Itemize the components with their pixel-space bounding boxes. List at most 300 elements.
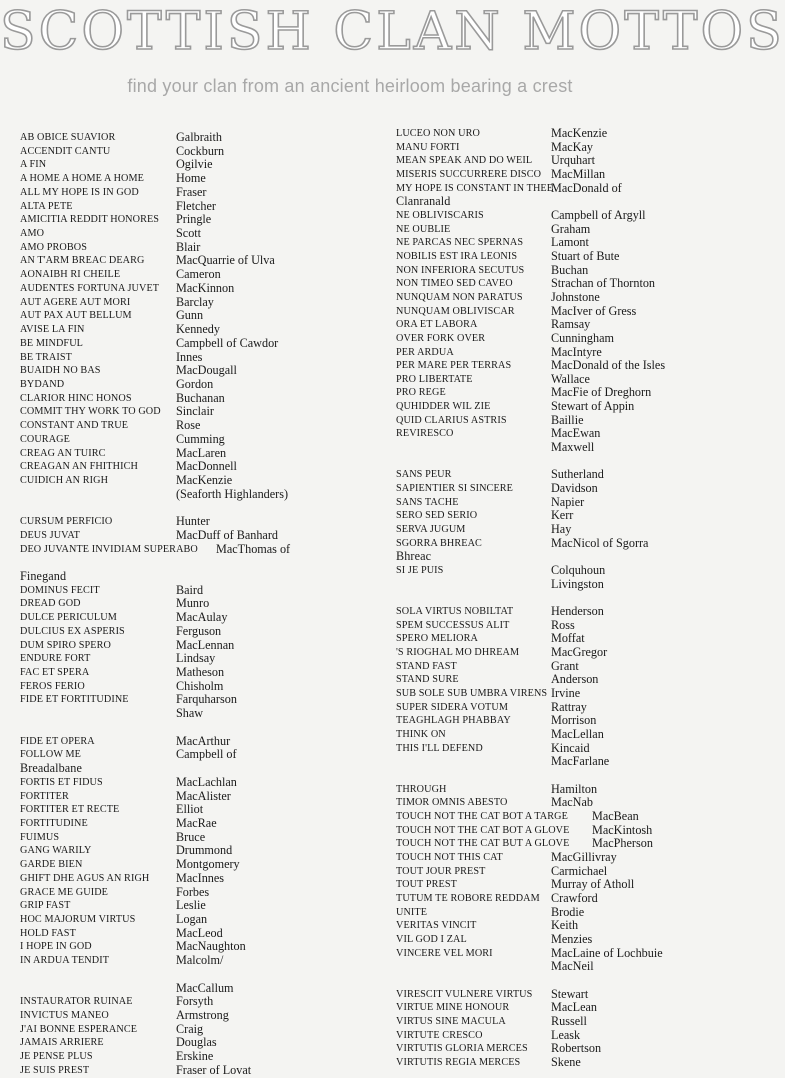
motto-text: CUIDICH AN RIGH [20, 474, 109, 486]
motto-row [396, 277, 696, 291]
motto-row [396, 810, 696, 824]
clan-name: Baird [176, 582, 204, 597]
motto-text: AUT AGERE AUT MORI [20, 296, 131, 308]
motto-text: INVICTUS MANEO [20, 1010, 109, 1021]
right-motto-column [396, 127, 696, 1070]
clan-name: MacIntyre [551, 344, 602, 359]
motto-row [396, 1029, 696, 1043]
motto-row [20, 131, 365, 145]
motto-row [396, 605, 696, 619]
clan-name: MacLachlan [176, 774, 237, 789]
motto-row [20, 913, 365, 927]
clan-name: Gordon [176, 376, 214, 391]
motto-row [396, 318, 696, 332]
clan-name: Armstrong [176, 1008, 229, 1022]
clan-name: MacMillan [551, 166, 606, 181]
motto-text: GANG WARILY [20, 845, 92, 857]
motto-text: COMMIT THY WORK TO GOD [20, 406, 161, 418]
motto-row [396, 851, 696, 865]
motto-row [396, 209, 696, 223]
motto-row [20, 735, 365, 749]
clan-name: MacQuarrie of Ulva [176, 253, 275, 268]
clan-name: MacFarlane [551, 754, 610, 769]
motto-row [396, 755, 696, 769]
motto-row [20, 597, 365, 611]
motto-text: TOUCH NOT THE CAT BOT A TARGE [396, 811, 568, 822]
motto-row [20, 392, 365, 406]
clan-name: MacArthur [176, 733, 231, 748]
motto-text: SOLA VIRTUS NOBILTAT [396, 606, 514, 618]
motto-text: Finegand [20, 569, 67, 583]
motto-text: NON TIMEO SED CAVEO [396, 278, 513, 290]
motto-text: SANS PEUR [396, 469, 452, 481]
clan-name: Pringle [176, 212, 212, 227]
clan-name: MacAlister [176, 788, 231, 803]
clan-name: Brodie [551, 904, 585, 919]
motto-row [20, 241, 365, 255]
clan-name: Urquhart [551, 153, 595, 168]
motto-text: NUNQUAM NON PARATUS [396, 291, 523, 303]
motto-text: FIDE ET OPERA [20, 735, 95, 747]
clan-name: Erskine [176, 1049, 214, 1064]
motto-text: CLARIOR HINC HONOS [20, 392, 132, 404]
motto-row [396, 687, 696, 701]
clan-name: Keith [551, 918, 579, 933]
motto-row [396, 824, 696, 838]
clan-name: Lamont [551, 235, 589, 250]
motto-text: MANU FORTI [396, 141, 460, 153]
motto-text: SGORRA BHREAC [396, 537, 482, 549]
motto-row [396, 619, 696, 633]
motto-row [396, 496, 696, 510]
clan-name: Ramsay [551, 317, 591, 332]
motto-text: THINK ON [396, 729, 446, 740]
motto-row [396, 441, 696, 455]
motto-text: 'S RIOGHAL MO DHREAM [396, 647, 520, 659]
motto-row [396, 400, 696, 414]
clan-name: Campbell of Cawdor [176, 335, 279, 350]
motto-row [20, 707, 365, 721]
motto-row [396, 878, 696, 892]
motto-row [20, 611, 365, 625]
motto-text: FUIMUS [20, 831, 60, 843]
clan-name: MacIver of Gress [551, 303, 637, 318]
motto-text: OVER FORK OVER [396, 332, 486, 344]
clan-name: Farquharson [176, 692, 237, 707]
motto-row [20, 693, 365, 707]
motto-row [396, 264, 696, 278]
motto-text: ACCENDIT CANTU [20, 145, 111, 157]
motto-text: AMO [20, 228, 45, 240]
page-subtitle: find your clan from an ancient heirloom bearing a crest [127, 76, 573, 96]
motto-text: SI JE PUIS [396, 565, 444, 577]
motto-text: FEROS FERIO [20, 680, 85, 692]
clan-name: Robertson [551, 1041, 602, 1056]
motto-row [396, 783, 696, 797]
clan-name: Russell [551, 1013, 587, 1028]
motto-row [396, 632, 696, 646]
motto-text: DEUS JUVAT [20, 529, 80, 541]
clan-name: Ogilvie [176, 157, 213, 172]
motto-row [20, 762, 365, 776]
motto-row [20, 543, 365, 557]
motto-text: Breadalbane [20, 761, 83, 776]
motto-text: FOLLOW ME [20, 749, 81, 761]
motto-text: FORTIS ET FIDUS [20, 776, 103, 788]
motto-row [396, 332, 696, 346]
clan-name: MacThomas of [216, 541, 291, 556]
motto-text: CREAG AN TUIRC [20, 447, 106, 459]
clan-name: Forsyth [176, 994, 214, 1009]
clan-name: MacKinnon [176, 280, 235, 295]
motto-text: GRIP FAST [20, 900, 71, 912]
clan-name: Hay [551, 522, 572, 537]
clan-name: MacFie of Dreghorn [551, 385, 652, 400]
clan-name: Lindsay [176, 651, 216, 666]
clan-name: MacPherson [592, 836, 653, 851]
motto-text: NON INFERIORA SECUTUS [396, 264, 525, 276]
clan-name: Munro [176, 596, 210, 611]
motto-row [20, 419, 365, 433]
motto-row [20, 1050, 365, 1064]
motto-row [396, 427, 696, 441]
motto-text: STAND SURE [396, 674, 459, 686]
clan-name: MacKintosh [592, 822, 653, 837]
motto-row [396, 742, 696, 756]
motto-row [20, 803, 365, 817]
row-spacer [20, 556, 365, 570]
clan-name: Carmichael [551, 863, 608, 878]
clan-name: MacGillivray [551, 849, 617, 864]
motto-text: AUDENTES FORTUNA JUVET [20, 282, 160, 294]
clan-name: Maxwell [551, 440, 595, 455]
motto-text: THROUGH [396, 783, 447, 795]
motto-text: SAPIENTIER SI SINCERE [396, 483, 513, 495]
motto-row [396, 414, 696, 428]
motto-row [20, 213, 365, 227]
motto-row [20, 296, 365, 310]
clan-name: MacCallum [176, 980, 234, 995]
motto-text: DOMINUS FECIT [20, 584, 100, 596]
motto-row [20, 378, 365, 392]
clan-name: Morrison [551, 713, 597, 728]
clan-name: MacNab [551, 795, 593, 810]
motto-text: CURSUM PERFICIO [20, 516, 113, 528]
clan-name: MacKenzie [551, 126, 608, 140]
motto-text: BE TRAIST [20, 351, 72, 363]
motto-row [20, 584, 365, 598]
clan-name: MacLean [551, 1000, 598, 1015]
motto-text: GARDE BIEN [20, 859, 83, 871]
motto-row [396, 523, 696, 537]
motto-row [396, 988, 696, 1002]
motto-text: COURAGE [20, 433, 70, 445]
motto-text: JE SUIS PREST [20, 1064, 90, 1076]
clan-name: (Seaforth Highlanders) [176, 486, 289, 501]
motto-text: DEO JUVANTE INVIDIAM SUPERABO [20, 543, 198, 555]
clan-name: Strachan of Thornton [551, 276, 656, 291]
motto-text: BE MINDFUL [20, 337, 83, 349]
motto-row [396, 291, 696, 305]
motto-row [396, 1001, 696, 1015]
clan-name: Graham [551, 221, 591, 236]
clan-name: Wallace [551, 371, 590, 386]
clan-name: Henderson [551, 604, 604, 619]
clan-name: Fraser [176, 184, 207, 199]
motto-row [396, 701, 696, 715]
motto-row [396, 892, 696, 906]
motto-row [20, 309, 365, 323]
clan-name: Campbell of [176, 747, 237, 762]
motto-row [396, 182, 696, 196]
motto-row [20, 954, 365, 968]
motto-row [20, 474, 365, 488]
motto-row [20, 886, 365, 900]
clan-name: Napier [551, 494, 585, 509]
motto-text: TOUCH NOT THIS CAT [396, 851, 503, 863]
motto-text: VIL GOD I ZAL [396, 933, 467, 945]
motto-row [20, 570, 365, 584]
motto-row [20, 227, 365, 241]
row-spacer [396, 591, 696, 605]
motto-row [20, 172, 365, 186]
clan-name: MacLennan [176, 637, 235, 652]
motto-text: QUHIDDER WIL ZIE [396, 401, 491, 413]
clan-name: MacDougall [176, 363, 237, 378]
motto-row [396, 305, 696, 319]
clan-name: Stewart [551, 986, 589, 1001]
clan-name: Forbes [176, 884, 210, 899]
motto-row [396, 250, 696, 264]
motto-text: TIMOR OMNIS ABESTO [396, 797, 508, 809]
clan-name: Galbraith [176, 130, 223, 144]
clan-name: MacRae [176, 815, 217, 830]
motto-row [396, 141, 696, 155]
motto-row [20, 200, 365, 214]
motto-row [396, 468, 696, 482]
motto-text: NUNQUAM OBLIVISCAR [396, 305, 515, 317]
motto-row [396, 509, 696, 523]
motto-text: TOUCH NOT THE CAT BOT A GLOVE [396, 824, 570, 836]
motto-text: AONAIBH RI CHEILE [20, 269, 121, 281]
clan-name: MacLaren [176, 445, 227, 460]
motto-row [20, 1064, 365, 1078]
row-spacer [396, 455, 696, 469]
motto-row [396, 660, 696, 674]
motto-text: QUID CLARIUS ASTRIS [396, 414, 507, 426]
motto-row [396, 195, 696, 209]
motto-row [396, 564, 696, 578]
motto-text: BUAIDH NO BAS [20, 365, 101, 377]
motto-row [20, 899, 365, 913]
row-spacer [396, 974, 696, 988]
motto-text: AMICITIA REDDIT HONORES [20, 214, 160, 226]
motto-row [20, 940, 365, 954]
motto-row [396, 154, 696, 168]
clan-name: Sutherland [551, 467, 604, 482]
clan-name: Cockburn [176, 143, 225, 158]
motto-text: AMO PROBOS [20, 241, 87, 253]
motto-text: VIRTUTE CRESCO [396, 1029, 483, 1041]
left-motto-column [20, 131, 365, 1078]
motto-text: VIRTUE MINE HONOUR [396, 1002, 510, 1014]
motto-text: Bhreac [396, 549, 432, 564]
motto-row [20, 405, 365, 419]
page-title: SCOTTISH CLAN MOTTOS [0, 2, 785, 62]
motto-text: FAC ET SPERA [20, 667, 90, 679]
motto-text: AUT PAX AUT BELLUM [20, 310, 132, 322]
clan-name: Leslie [176, 898, 206, 913]
clan-name: Innes [176, 349, 203, 364]
motto-text: INSTAURATOR RUINAE [20, 996, 133, 1008]
clan-name: Davidson [551, 481, 598, 496]
motto-text: DREAD GOD [20, 598, 81, 610]
motto-row [20, 364, 365, 378]
motto-text: FORTITUDINE [20, 817, 88, 829]
motto-text: CONSTANT AND TRUE [20, 420, 129, 432]
clan-name: Hamilton [551, 781, 598, 796]
row-spacer [396, 769, 696, 783]
clan-name: MacDonnell [176, 459, 237, 474]
clan-name: Irvine [551, 686, 581, 701]
clan-name: MacDonald of the Isles [551, 358, 666, 373]
motto-text: SPERO MELIORA [396, 633, 478, 645]
motto-text: REVIRESCO [396, 428, 454, 440]
motto-row [396, 223, 696, 237]
motto-text: NE PARCAS NEC SPERNAS [396, 237, 524, 249]
motto-row [20, 254, 365, 268]
motto-row [20, 776, 365, 790]
motto-text: GHIFT DHE AGUS AN RIGH [20, 872, 150, 884]
clan-name: Rattray [551, 699, 587, 714]
motto-text: AB OBICE SUAVIOR [20, 132, 116, 143]
clan-name: Blair [176, 239, 201, 254]
motto-row [396, 386, 696, 400]
clan-name: MacLaine of Lochbuie [551, 945, 663, 960]
clan-name: Campbell of Argyll [551, 207, 646, 222]
clan-name: Malcolm/ [176, 953, 224, 968]
motto-text: NE OUBLIE [396, 223, 451, 235]
motto-text: NOBILIS EST IRA LEONIS [396, 250, 518, 262]
motto-row [20, 790, 365, 804]
motto-row [396, 1015, 696, 1029]
motto-text: AVISE LA FIN [20, 324, 85, 336]
motto-text: TOUT JOUR PREST [396, 865, 486, 877]
clan-name: Chisholm [176, 678, 224, 693]
motto-text: A HOME A HOME A HOME [20, 173, 144, 185]
clan-name: Crawford [551, 890, 598, 905]
motto-text: MISERIS SUCCURRERE DISCO [396, 168, 542, 180]
motto-row [396, 550, 696, 564]
motto-text: JE PENSE PLUS [20, 1051, 93, 1063]
clan-name: Home [176, 171, 206, 186]
motto-row [396, 960, 696, 974]
motto-text: VIRTUTIS GLORIA MERCES [396, 1043, 528, 1055]
clan-name: MacDonald of [551, 180, 622, 195]
motto-text: J'AI BONNE ESPERANCE [20, 1023, 138, 1035]
motto-text: UNITE [396, 906, 428, 918]
motto-row [20, 145, 365, 159]
clan-name: Gunn [176, 308, 204, 323]
clan-name: Leask [551, 1027, 581, 1042]
motto-text: THIS I'LL DEFEND [396, 742, 483, 754]
clan-name: Ross [551, 617, 575, 632]
motto-text: HOC MAJORUM VIRTUS [20, 913, 136, 925]
motto-text: GRACE ME GUIDE [20, 886, 108, 898]
clan-name: Grant [551, 658, 579, 673]
clan-name: Drummond [176, 843, 233, 858]
motto-row [20, 639, 365, 653]
motto-text: ALTA PETE [20, 200, 73, 212]
motto-text: Clanranald [396, 194, 451, 209]
clan-name: Johnstone [551, 289, 600, 304]
motto-row [20, 666, 365, 680]
motto-row [396, 537, 696, 551]
motto-text: VERITAS VINCIT [396, 920, 477, 932]
clan-name: MacKenzie [176, 472, 233, 487]
motto-row [20, 515, 365, 529]
motto-text: PRO REGE [396, 387, 446, 399]
motto-text: AN T'ARM BREAC DEARG [20, 255, 145, 267]
motto-row [396, 236, 696, 250]
clan-name: MacNeil [551, 959, 594, 974]
motto-text: PER ARDUA [396, 346, 454, 358]
motto-row [396, 127, 696, 141]
motto-row [20, 323, 365, 337]
clan-name: Matheson [176, 665, 225, 680]
motto-row [20, 680, 365, 694]
clan-name: Fraser of Lovat [176, 1062, 252, 1077]
motto-text: PER MARE PER TERRAS [396, 360, 512, 372]
clan-name: Menzies [551, 931, 593, 946]
motto-text: HOLD FAST [20, 927, 76, 939]
motto-text: FORTITER ET RECTE [20, 804, 120, 816]
motto-row [20, 460, 365, 474]
clan-name: MacKay [551, 139, 593, 154]
clan-name: Ferguson [176, 623, 222, 638]
motto-row [396, 359, 696, 373]
clan-name: MacNaughton [176, 939, 246, 954]
motto-row [20, 844, 365, 858]
motto-text: FORTITER [20, 790, 69, 802]
motto-row [20, 982, 365, 996]
motto-text: ALL MY HOPE IS IN GOD [20, 186, 139, 198]
motto-text: STAND FAST [396, 660, 457, 672]
motto-row [396, 373, 696, 387]
motto-row [396, 837, 696, 851]
motto-row [20, 186, 365, 200]
motto-row [20, 1036, 365, 1050]
motto-text: VIRESCIT VULNERE VIRTUS [396, 988, 533, 1000]
motto-row [20, 872, 365, 886]
clan-name: Craig [176, 1021, 204, 1036]
clan-name: MacGregor [551, 645, 608, 660]
clan-name: MacAulay [176, 610, 228, 625]
motto-text: VIRTUTIS REGIA MERCES [396, 1056, 521, 1068]
motto-row [396, 1056, 696, 1070]
clan-name: Kerr [551, 508, 574, 523]
clan-name: Bruce [176, 829, 206, 844]
motto-text: TOUT PREST [396, 879, 457, 891]
motto-text: I HOPE IN GOD [20, 941, 92, 953]
motto-row [396, 346, 696, 360]
motto-row [396, 728, 696, 742]
motto-row [20, 652, 365, 666]
motto-row [20, 351, 365, 365]
motto-text: TUTUM TE ROBORE REDDAM [396, 892, 540, 904]
motto-row [20, 748, 365, 762]
clan-name: Douglas [176, 1035, 217, 1050]
